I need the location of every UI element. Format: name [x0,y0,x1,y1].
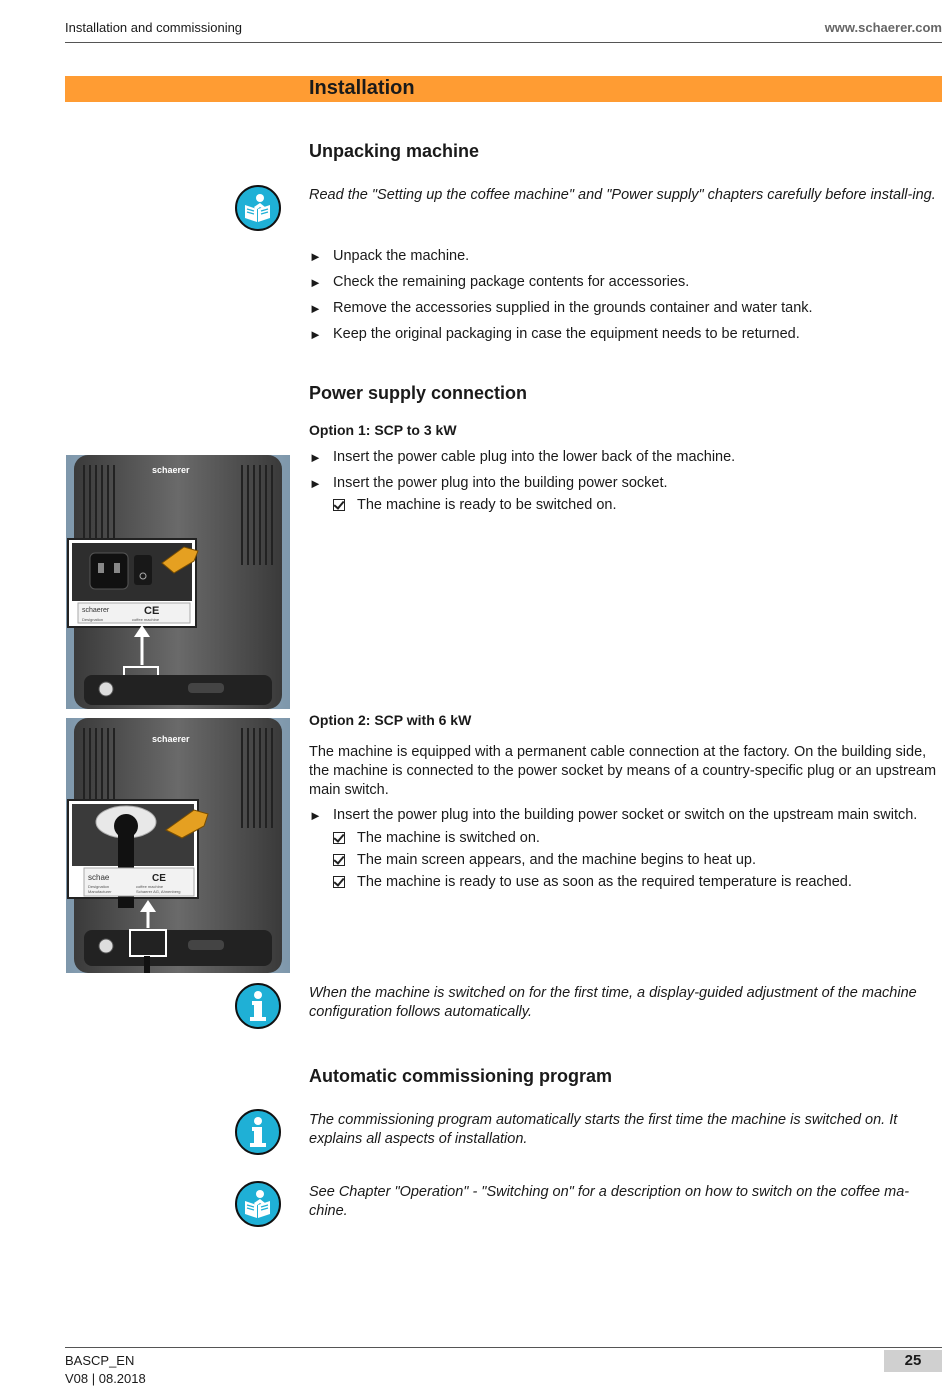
list-item: ► Insert the power plug into the building power socket or switch on the upstream main switch. [309,806,942,829]
ce-mark: CE [144,605,160,617]
bullet-arrow-icon: ► [309,249,322,264]
checkbox-checked-icon [333,499,345,511]
option2-title: Option 2: SCP with 6 kW [309,712,472,728]
brand-logo: schaerer [152,734,190,744]
commissioning-info-note: The commissioning program automatically starts the first time the machine is switched on. It explains all aspects of installation. [309,1112,898,1147]
brand-logo: schaerer [152,465,190,475]
unpacking-note: Read the "Setting up the coffee machine" and "Power supply" chapters carefully before install-ing. [309,187,936,203]
list-item: ► Unpack the machine. [309,247,942,273]
result-item: The machine is ready to be switched on. [309,496,942,515]
label-row: Schaerer AG, Ahnenberg [136,889,181,894]
bullet-arrow-icon: ► [309,275,322,290]
section-banner [65,76,942,102]
label-row: coffee machine [132,617,160,622]
section-title: Installation [309,77,415,99]
machine-back-photo-option1 [66,455,290,709]
list-item: ► Remove the accessories supplied in the grounds container and water tank. [309,299,942,325]
list-item: ► Keep the original packaging in case the equipment needs to be returned. [309,325,942,351]
bullet-arrow-icon: ► [309,450,322,465]
first-start-info-note: When the machine is switched on for the first time, a display-guided adjustment of the machine configuration follows automatically. [309,985,917,1020]
header-divider [65,42,942,43]
manual-read-icon [235,185,281,231]
result-item: The machine is ready to use as soon as the required temperature is reached. [309,873,942,895]
checkbox-checked-icon [333,876,345,888]
label-brand: schaerer [82,607,110,614]
label-row: Manufacturer [88,889,112,894]
bullet-arrow-icon: ► [309,808,322,823]
operation-reference-note: See Chapter "Operation" - "Switching on" for a description on how to switch on the coffee ma-chine. [309,1184,910,1219]
commissioning-heading: Automatic commissioning program [309,1066,613,1086]
list-item: ► Check the remaining package contents for accessories. [309,273,942,299]
machine-back-photo-option2 [66,718,290,973]
bullet-arrow-icon: ► [309,327,322,342]
list-item: ► Insert the power plug into the building power socket. [309,474,942,496]
option1-title: Option 1: SCP to 3 kW [309,422,457,438]
option2-description: The machine is equipped with a permanent cable connection at the factory. On the building side, the machine is connected to the power socket by means of a country-specific plug or an upstream main switch. [309,744,937,798]
label-row: coffee machine [136,884,164,889]
info-icon [235,1109,281,1155]
option1-steps [309,448,942,515]
label-brand: schae [88,873,110,882]
ce-mark: CE [152,873,166,884]
checkbox-checked-icon [333,854,345,866]
running-header-section: Installation and commissioning [65,20,243,35]
result-item: The main screen appears, and the machine begins to heat up. [309,851,942,873]
manual-read-icon [235,1181,281,1227]
power-heading: Power supply connection [309,383,528,403]
label-row: Designation [82,617,104,622]
result-item: The machine is switched on. [309,829,942,851]
info-icon [235,983,281,1029]
footer-divider [65,1347,942,1348]
footer-version: V08 | 08.2018 [65,1371,146,1386]
footer-doc-info [65,1352,146,1388]
label-row: Designation [88,884,110,889]
footer-doc-id: BASCP_EN [65,1353,135,1368]
bullet-arrow-icon: ► [309,476,322,491]
checkbox-checked-icon [333,832,345,844]
list-item: ► Insert the power cable plug into the lower back of the machine. [309,448,942,474]
running-header-website[interactable]: www.schaerer.com [824,20,942,35]
unpacking-steps [309,247,942,351]
page-number: 25 [884,1350,942,1372]
option2-steps [309,806,942,895]
unpacking-heading: Unpacking machine [309,141,480,161]
bullet-arrow-icon: ► [309,301,322,316]
